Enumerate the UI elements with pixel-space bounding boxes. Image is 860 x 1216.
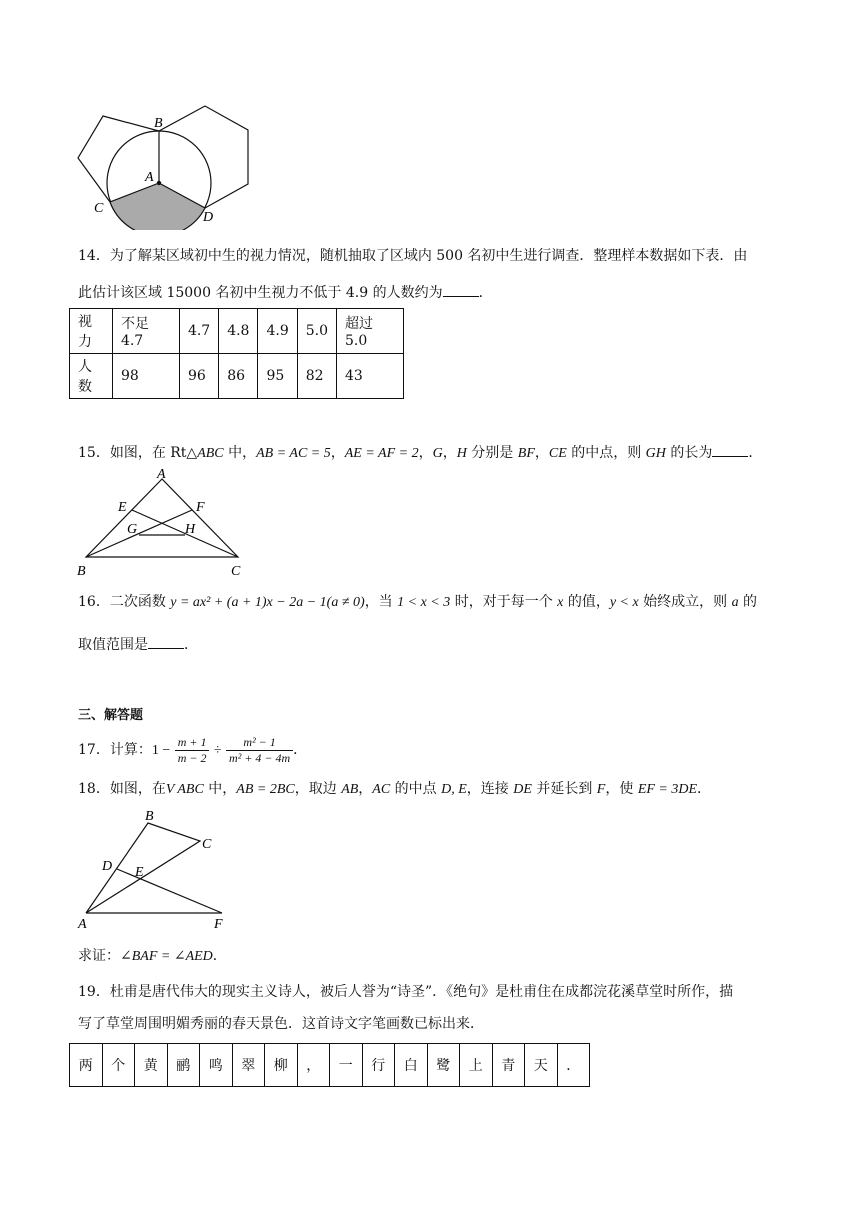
q15-text: 15．如图，在 Rt△ABC 中，AB = AC = 5，AE = AF = 2，G，H 分别是 BF，CE 的中点，则 GH 的长为 ． [78, 442, 762, 464]
fraction: $\frac{m + 1}{m - 2}$ [175, 735, 210, 766]
figure-q13 [70, 100, 260, 230]
table-cell: 95 [258, 354, 297, 399]
table-header-cell: 4.9 [258, 309, 297, 354]
figure-q15 [75, 465, 255, 580]
q18-proof: 求证：∠BAF = ∠AED． [78, 948, 227, 964]
q18-text: 18．如图，在V ABC 中，AB = 2BC，取边 AB，AC 的中点 D, E，连接 DE 并延长到 F，使 EF = 3DE． [78, 781, 712, 797]
fig18-label-f: F [214, 917, 223, 932]
fig18-label-a: A [78, 917, 87, 932]
answer-blank [443, 282, 479, 297]
table-header-cell: 5.0 [297, 309, 336, 354]
q14-line2: 此估计该区域 15000 名初中生视力不低于 4.9 的人数约为 ． [78, 282, 493, 303]
table-cell: 43 [337, 354, 404, 399]
table-cell: 人数 [70, 354, 113, 399]
poem-char-cell: 鸣 [200, 1044, 233, 1087]
fig15-label-a: A [157, 467, 166, 482]
fraction: $\frac{\text{m² − 1}}{\text{m² + 4 − 4m}}$ [226, 735, 293, 766]
poem-char-cell: 一 [330, 1044, 363, 1087]
table-header-cell: 不足 4.7 [112, 309, 179, 354]
q17-text: 17．计算：1 − $\frac{m + 1}{m - 2}$ ÷ $\frac{\text{m² − 1}}{\text{m² + 4 − 4m}}$ ． [78, 734, 308, 765]
fig15-label-c: C [231, 564, 241, 579]
q19-line1: 19．杜甫是唐代伟大的现实主义诗人，被后人誉为“诗圣”．《绝句》是杜甫住在成都浣花溪草堂时所作，描 [78, 984, 734, 1000]
table-header-cell: 4.7 [179, 309, 218, 354]
poem-char-cell: 天 [525, 1044, 558, 1087]
fig13-label-c: C [94, 201, 104, 216]
table-header-cell: 视力 [70, 309, 113, 354]
poem-char-cell: 上 [460, 1044, 493, 1087]
answer-blank [148, 634, 184, 649]
table-cell: 86 [219, 354, 258, 399]
fig13-label-b: B [154, 116, 163, 131]
poem-char-cell: 鹂 [167, 1044, 200, 1087]
q19-line2: 写了草堂周围明媚秀丽的春天景色．这首诗文字笔画数已标出来． [78, 1016, 484, 1032]
table-row [70, 1044, 590, 1087]
fig13-label-a: A [145, 170, 154, 185]
table-row [70, 309, 404, 354]
poem-char-cell: 白 [395, 1044, 428, 1087]
table-row [70, 354, 404, 399]
q14-line1 [78, 246, 747, 266]
q16-line2: 取值范围是 ． [78, 634, 198, 655]
fig13-label-d: D [203, 210, 214, 225]
fig18-label-d: D [102, 859, 113, 874]
poem-char-cell: ． [557, 1044, 590, 1087]
section-heading: 三、解答题 [78, 708, 144, 723]
table-cell: 96 [179, 354, 218, 399]
poem-char-cell: 鹭 [427, 1044, 460, 1087]
table-header-cell: 超过 5.0 [337, 309, 404, 354]
table-cell: 82 [297, 354, 336, 399]
poem-table [69, 1043, 590, 1087]
poem-char-cell: 柳 [265, 1044, 298, 1087]
fig15-label-f: F [196, 500, 205, 515]
poem-char-cell: 个 [102, 1044, 135, 1087]
q14-text1: 14．为了解某区域初中生的视力情况，随机抽取了区域内 500 名初中生进行调查．整理样本数据如下表．由 [78, 248, 748, 264]
fig15-label-b: B [77, 564, 86, 579]
poem-char-cell: ， [297, 1044, 330, 1087]
fig18-label-b: B [145, 809, 154, 824]
poem-char-cell: 翠 [232, 1044, 265, 1087]
poem-char-cell: 行 [362, 1044, 395, 1087]
answer-blank [712, 442, 748, 457]
figure-q18 [75, 808, 245, 933]
poem-char-cell: 两 [70, 1044, 103, 1087]
fig18-label-c: C [202, 837, 212, 852]
fig15-label-g: G [127, 522, 138, 537]
vision-table [69, 308, 404, 399]
table-cell: 98 [112, 354, 179, 399]
poem-char-cell: 青 [492, 1044, 525, 1087]
fig15-label-h: H [185, 522, 196, 537]
q16-line1: 16．二次函数 y = ax² + (a + 1)x − 2a − 1(a ≠ 0)，当 1 < x < 3 时，对于每一个 x 的值，y < x 始终成立，则 a 的 [78, 594, 758, 610]
fig18-label-e: E [135, 865, 144, 880]
q14-text2: 此估计该区域 15000 名初中生视力不低于 4.9 的人数约为 [78, 285, 443, 301]
fig15-label-e: E [118, 500, 127, 515]
table-header-cell: 4.8 [219, 309, 258, 354]
poem-char-cell: 黄 [135, 1044, 168, 1087]
